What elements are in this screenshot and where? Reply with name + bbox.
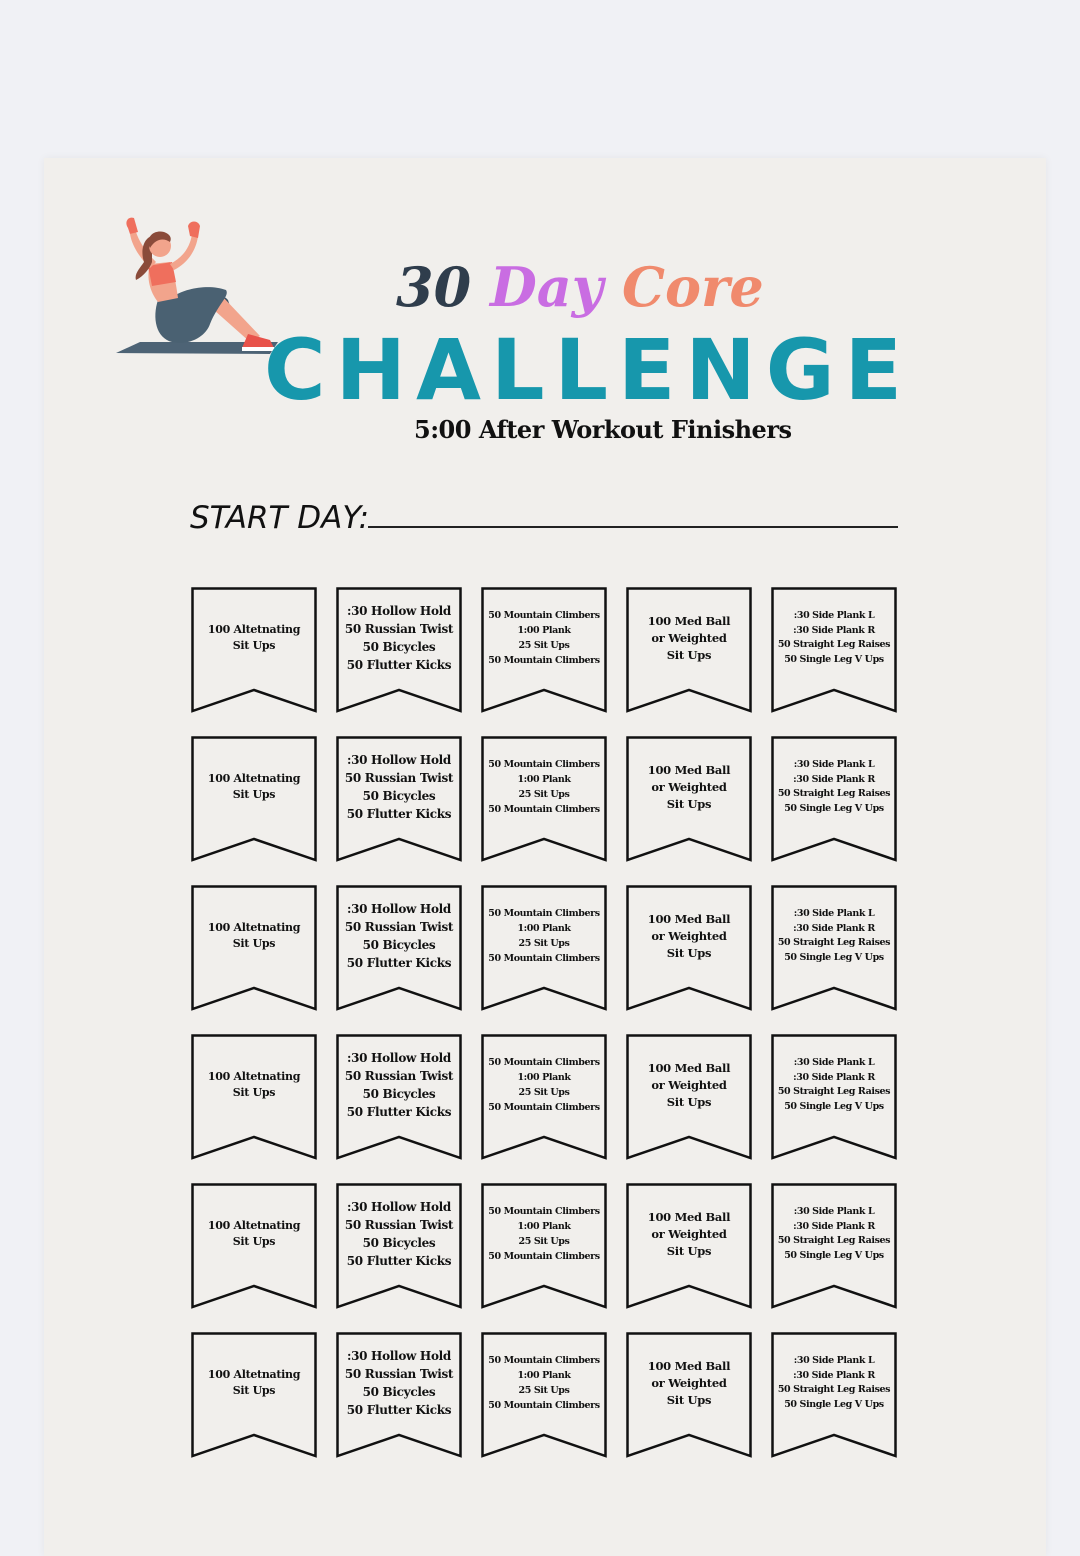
day-card[interactable]	[626, 1183, 752, 1309]
card-exercise-text: 100 Med Ball or Weighted Sit Ups	[647, 613, 731, 662]
day-card[interactable]	[336, 1034, 462, 1160]
day-card[interactable]	[336, 587, 462, 713]
day-card[interactable]	[191, 587, 317, 713]
start-day-label: START DAY:	[190, 500, 370, 536]
day-card[interactable]	[481, 1183, 607, 1309]
day-card[interactable]	[481, 1332, 607, 1458]
card-exercise-text: :30 Side Plank L :30 Side Plank R 50 Straight Leg Raises 50 Single Leg V Ups	[777, 1355, 891, 1410]
day-card[interactable]	[481, 1034, 607, 1160]
card-exercise-text: 50 Mountain Climbers 1:00 Plank 25 Sit Ups 50 Mountain Climbers	[488, 610, 600, 666]
start-day-line[interactable]	[368, 526, 898, 528]
day-card[interactable]	[336, 736, 462, 862]
day-card[interactable]	[191, 1183, 317, 1309]
day-card[interactable]	[771, 885, 897, 1011]
card-exercise-text: :30 Hollow Hold 50 Russian Twist 50 Bicycles 50 Flutter Kicks	[344, 604, 454, 672]
card-exercise-text: :30 Side Plank L :30 Side Plank R 50 Straight Leg Raises 50 Single Leg V Ups	[777, 610, 891, 665]
title-line-1	[396, 252, 764, 322]
day-card[interactable]	[191, 1332, 317, 1458]
card-exercise-text: :30 Hollow Hold 50 Russian Twist 50 Bicycles 50 Flutter Kicks	[344, 1051, 454, 1119]
card-exercise-text: 50 Mountain Climbers 1:00 Plank 25 Sit Ups 50 Mountain Climbers	[488, 1355, 600, 1411]
day-card[interactable]	[191, 1034, 317, 1160]
day-card[interactable]	[481, 885, 607, 1011]
subtitle: 5:00 After Workout Finishers	[414, 415, 792, 444]
day-card[interactable]	[771, 1034, 897, 1160]
woman-doing-sit-up-icon	[110, 208, 285, 368]
card-exercise-text: 50 Mountain Climbers 1:00 Plank 25 Sit Ups 50 Mountain Climbers	[488, 908, 600, 964]
day-card[interactable]	[626, 885, 752, 1011]
card-exercise-text: 100 Altetnating Sit Ups	[207, 1219, 301, 1248]
day-card[interactable]	[626, 587, 752, 713]
card-exercise-text: :30 Hollow Hold 50 Russian Twist 50 Bicycles 50 Flutter Kicks	[344, 753, 454, 821]
card-exercise-text: 100 Med Ball or Weighted Sit Ups	[647, 1358, 731, 1407]
day-card[interactable]	[626, 1332, 752, 1458]
card-exercise-text: :30 Side Plank L :30 Side Plank R 50 Straight Leg Raises 50 Single Leg V Ups	[777, 908, 891, 963]
card-exercise-text: 100 Med Ball or Weighted Sit Ups	[647, 1060, 731, 1109]
card-exercise-text: 50 Mountain Climbers 1:00 Plank 25 Sit Ups 50 Mountain Climbers	[488, 1057, 600, 1113]
title-core: Core	[621, 255, 764, 319]
day-card[interactable]	[771, 736, 897, 862]
title-challenge: CHALLENGE	[264, 321, 913, 419]
card-exercise-text: 100 Med Ball or Weighted Sit Ups	[647, 1209, 731, 1258]
day-card[interactable]	[771, 587, 897, 713]
card-exercise-text: 100 Altetnating Sit Ups	[207, 623, 301, 652]
card-exercise-text: :30 Hollow Hold 50 Russian Twist 50 Bicycles 50 Flutter Kicks	[344, 1349, 454, 1417]
day-card[interactable]	[626, 1034, 752, 1160]
card-exercise-text: :30 Side Plank L :30 Side Plank R 50 Straight Leg Raises 50 Single Leg V Ups	[777, 1057, 891, 1112]
title-day: Day	[489, 255, 604, 319]
card-exercise-text: :30 Side Plank L :30 Side Plank R 50 Straight Leg Raises 50 Single Leg V Ups	[777, 1206, 891, 1261]
day-card[interactable]	[771, 1332, 897, 1458]
card-exercise-text: 100 Med Ball or Weighted Sit Ups	[647, 911, 731, 960]
card-exercise-text: 100 Altetnating Sit Ups	[207, 921, 301, 950]
day-card[interactable]	[626, 736, 752, 862]
day-card[interactable]	[481, 587, 607, 713]
card-exercise-text: 50 Mountain Climbers 1:00 Plank 25 Sit Ups 50 Mountain Climbers	[488, 759, 600, 815]
day-card[interactable]	[336, 885, 462, 1011]
day-card[interactable]	[191, 736, 317, 862]
card-exercise-text: 50 Mountain Climbers 1:00 Plank 25 Sit Ups 50 Mountain Climbers	[488, 1206, 600, 1262]
card-exercise-text: :30 Hollow Hold 50 Russian Twist 50 Bicycles 50 Flutter Kicks	[344, 902, 454, 970]
card-exercise-text: 100 Altetnating Sit Ups	[207, 1368, 301, 1397]
day-card[interactable]	[336, 1183, 462, 1309]
title-number: 30	[396, 255, 472, 319]
card-exercise-text: :30 Hollow Hold 50 Russian Twist 50 Bicycles 50 Flutter Kicks	[344, 1200, 454, 1268]
day-card[interactable]	[336, 1332, 462, 1458]
card-exercise-text: 100 Altetnating Sit Ups	[207, 1070, 301, 1099]
card-exercise-text: 100 Altetnating Sit Ups	[207, 772, 301, 801]
card-exercise-text: :30 Side Plank L :30 Side Plank R 50 Straight Leg Raises 50 Single Leg V Ups	[777, 759, 891, 814]
card-exercise-text: 100 Med Ball or Weighted Sit Ups	[647, 762, 731, 811]
day-card[interactable]	[481, 736, 607, 862]
day-card[interactable]	[771, 1183, 897, 1309]
day-card[interactable]	[191, 885, 317, 1011]
